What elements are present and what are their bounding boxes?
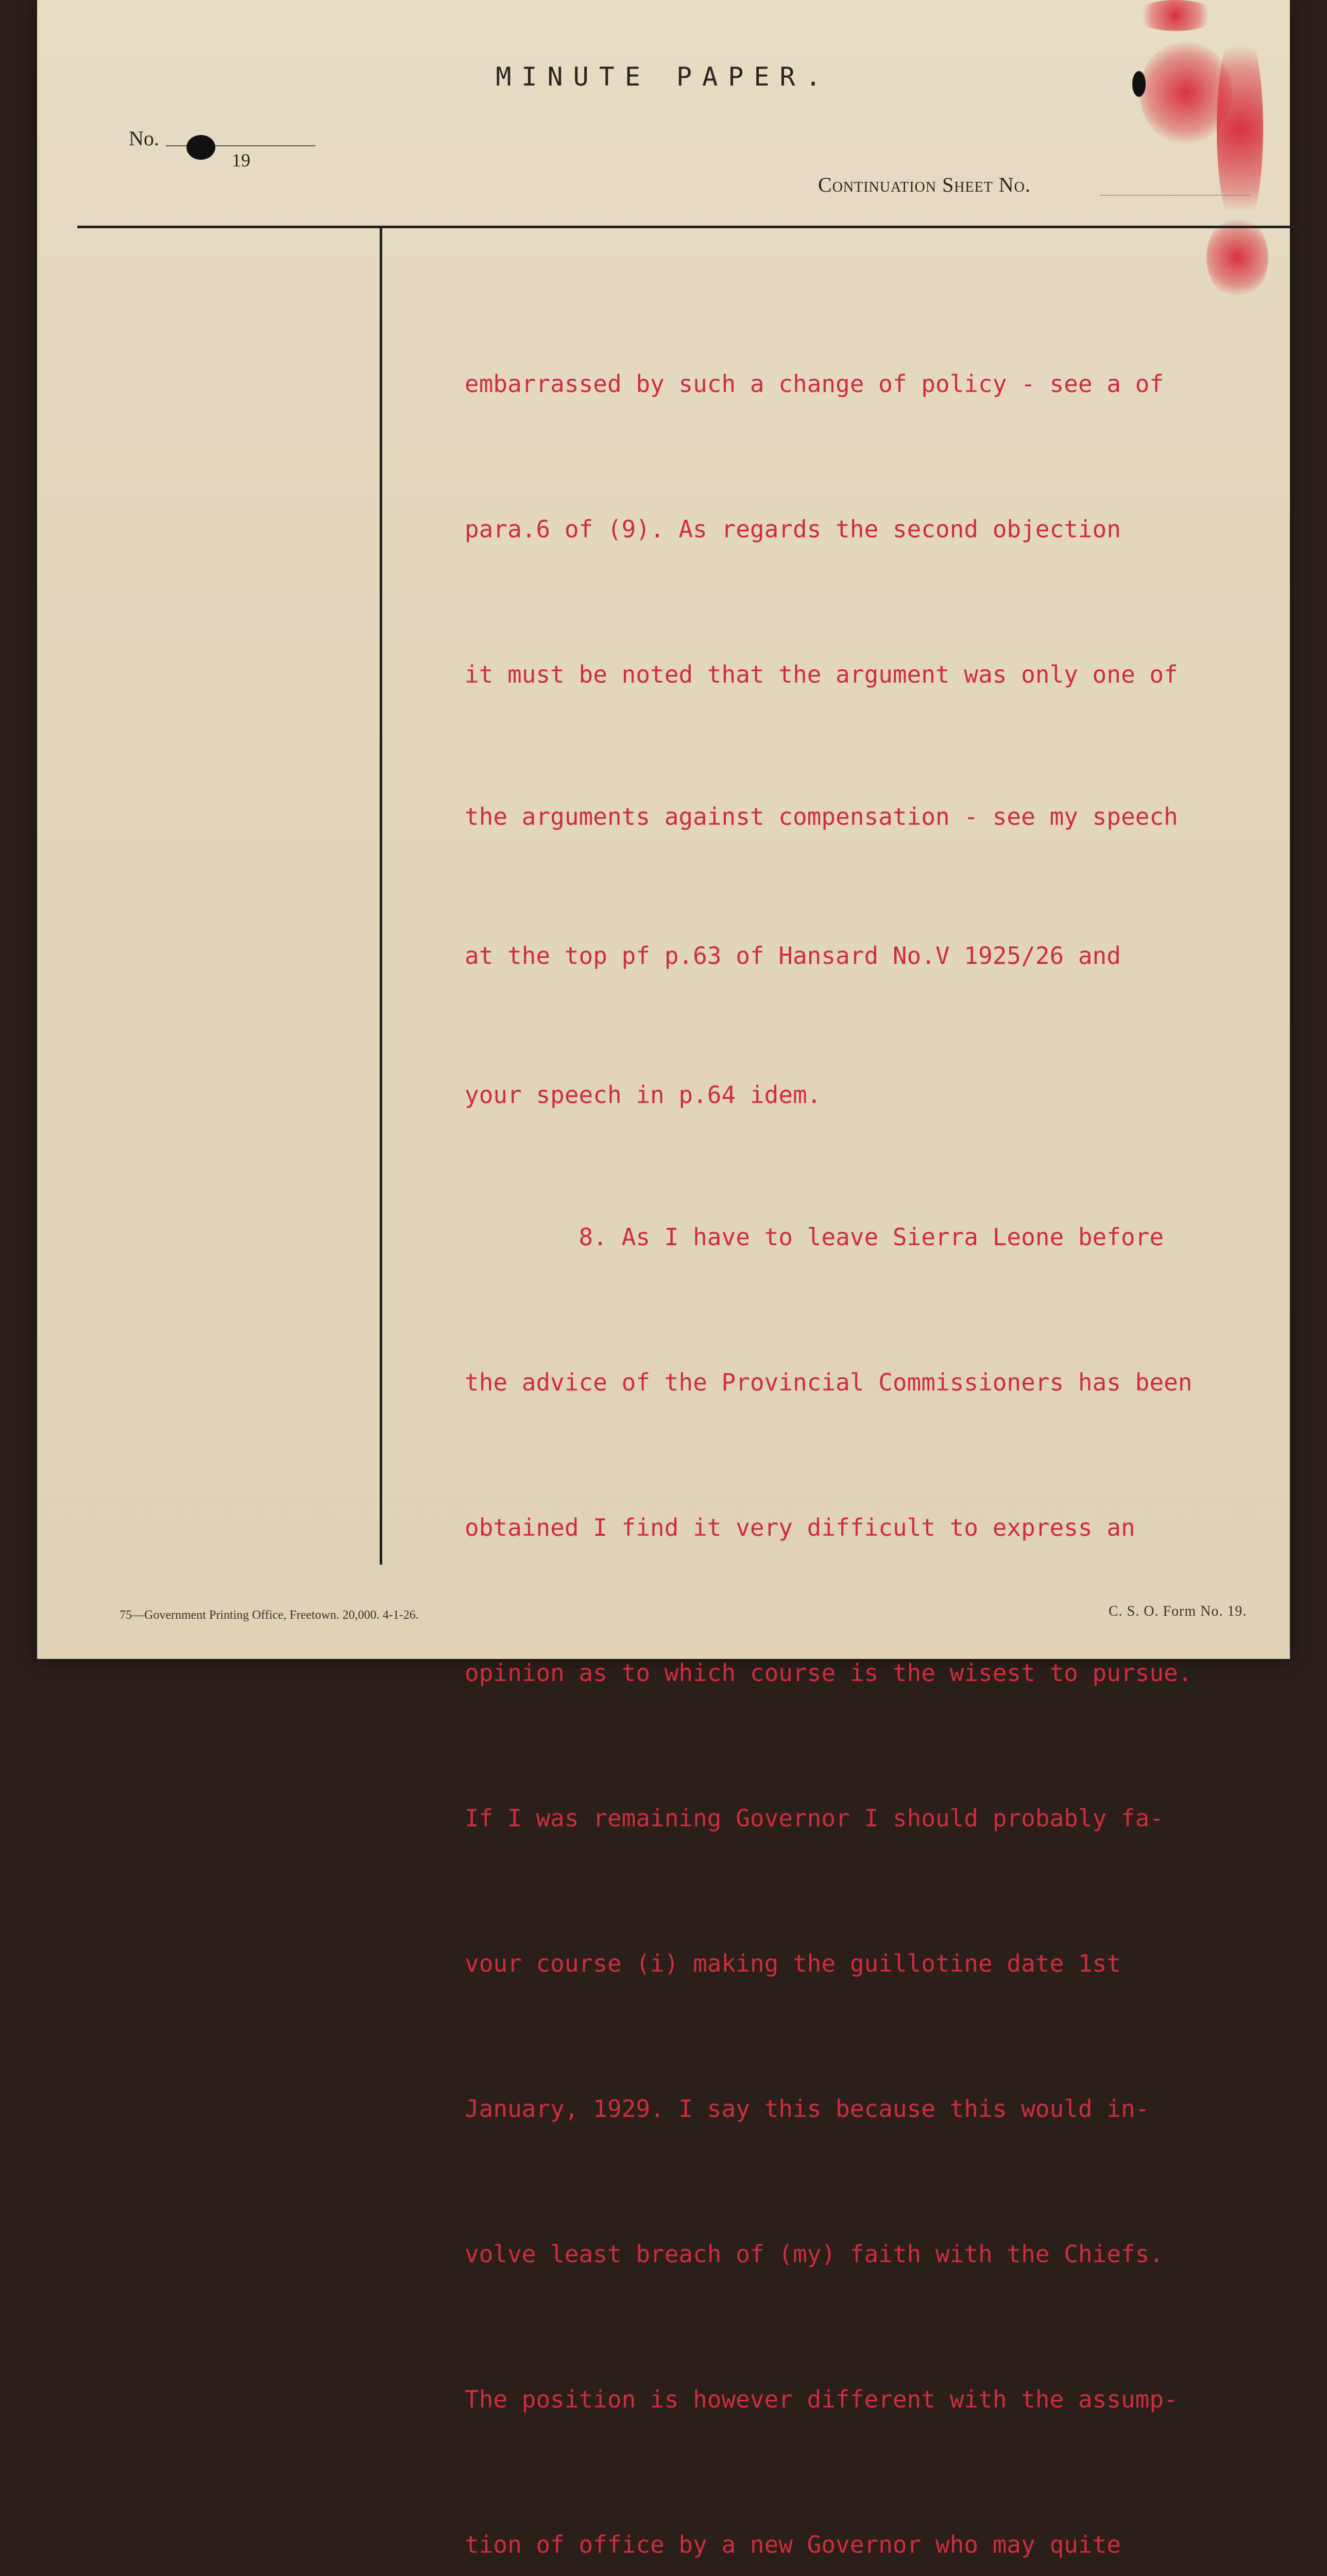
continuation-line: [1100, 195, 1250, 196]
typed-minute-text: [465, 263, 1258, 2576]
printer-imprint: 75—Government Printing Office, Freetown. 20,000. 4-1-26.: [120, 1608, 419, 1622]
page-title: MINUTE PAPER.: [496, 62, 831, 92]
ink-blot: [186, 135, 215, 160]
text-line: tion of office by a new Governor who may quite: [465, 2531, 1121, 2558]
minute-paper-sheet: [37, 0, 1290, 2558]
header-divider: [77, 226, 1303, 228]
form-number: C. S. O. Form No. 19.: [1109, 1603, 1247, 1619]
text-line: the advice of the Provincial Commissioners has been: [465, 1368, 1193, 1396]
red-stain: [1134, 0, 1217, 31]
text-line: it must be noted that the argument was only one of: [465, 660, 1178, 688]
red-stain: [1217, 21, 1263, 237]
text-line: vour course (i) making the guillotine date 1st: [465, 1950, 1121, 1977]
margin-divider: [380, 228, 382, 1565]
text-line: opinion as to which course is the wisest to pursue.: [465, 1659, 1193, 1687]
text-line: obtained I find it very difficult to express an: [465, 1514, 1135, 1541]
text-line: volve least breach of (my) faith with the Chiefs.: [465, 2240, 1164, 2268]
text-line: para.6 of (9). As regards the second objection: [465, 515, 1121, 543]
text-line: If I was remaining Governor I should probably fa-: [465, 1804, 1164, 1832]
number-label: No.: [129, 127, 159, 150]
year-prefix: 19: [232, 150, 250, 171]
text-line: at the top pf p.63 of Hansard No.V 1925/26 and: [465, 942, 1121, 970]
text-line: the arguments against compensation - see my speech: [465, 803, 1178, 831]
text-line: your speech in p.64 idem.: [465, 1081, 822, 1109]
text-line: The position is however different with the assump-: [465, 2385, 1178, 2413]
text-line: 8. As I have to leave Sierra Leone before: [465, 1223, 1164, 1251]
ink-blot: [1132, 71, 1146, 97]
text-line: embarrassed by such a change of policy - see a of: [465, 370, 1164, 398]
text-line: January, 1929. I say this because this would in-: [465, 2095, 1150, 2123]
continuation-sheet-label: Continuation Sheet No.: [818, 173, 1031, 196]
